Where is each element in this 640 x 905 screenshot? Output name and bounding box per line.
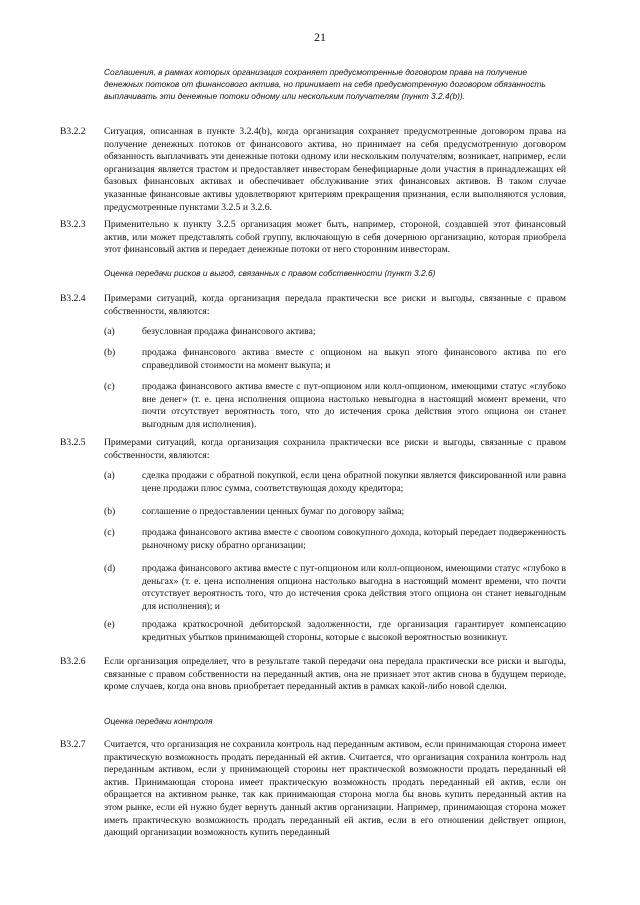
list-label: (b): [104, 506, 116, 517]
list-label: (a): [104, 470, 115, 481]
list-label: (d): [104, 563, 116, 574]
list-label: (b): [104, 347, 116, 358]
list-item: [104, 527, 566, 552]
paragraph-b3-2-2: [60, 126, 566, 214]
paragraph-text: Ситуация, описанная в пункте 3.2.4(b), когда организация сохраняет предусмотренные договором права на получение денежных потоков от финансового актива, но принимает на себя предусмотренную договором обязанность выплачивать эти денежные потоки одному или нескольким получателям, возникает, например, если организация является трастом и предоставляет инвесторам бенефициарные доли участия в принадлежащих ей базовых финансовых активах и обеспечивает обслуживание этих финансовых активов. В таком случае указанные финансовые активы удовлетворяют критериям прекращения признания, если выполняются условия, предусмотренные пунктами 3.2.5 и 3.2.6.: [104, 126, 566, 213]
list-label: (c): [104, 527, 115, 538]
list-item: [104, 506, 566, 519]
paragraph-text: Применительно к пункту 3.2.5 организация может быть, например, стороной, создавшей этот финансовый актив, или может представлять собой группу, включающую в себя дочернюю организацию, которая приобрела этот финансовый актив и передает денежные потоки от него сторонним инвесторам.: [104, 219, 566, 256]
list-item: [104, 347, 566, 372]
list-item: [104, 619, 566, 644]
list-text: продажа финансового актива вместе с опционом на выкуп этого финансового актива по его справедливой стоимости на момент выкупа; и: [142, 347, 566, 371]
paragraph-b3-2-3: [60, 219, 566, 257]
list-text: безусловная продажа финансового актива;: [142, 326, 316, 337]
paragraph-number: B3.2.3: [60, 219, 86, 230]
list-item: [104, 470, 566, 495]
paragraph-number: B3.2.7: [60, 739, 86, 750]
list-label: (a): [104, 326, 115, 337]
paragraph-text: Если организация определяет, что в результате такой передачи она передала практически все риски и выгоды, связанные с правом собственности на переданный актив, она не признает этот актив снова в будущем периоде, кроме случаев, когда она вновь приобретает переданный актив в рамках какой-либо новой сделки.: [104, 656, 566, 693]
paragraph-b3-2-5: [60, 437, 566, 462]
paragraph-b3-2-4: [60, 293, 566, 318]
paragraph-text: Считается, что организация не сохранила контроль над переданным активом, если принимающая сторона имеет практическую возможность продать переданный ей актив. Считается, что организация сохранила контроль над переданным активом, если у принимающей стороны нет практической возможности продать переданный ей актив. Принимающая сторона имеет практическую возможность продать переданный ей актив, если он обращается на активном рынке, так как принимающая сторона могла бы вновь купить переданный актив на этом рынке, если ей нужно будет вернуть данный актив организации. Например, принимающая сторона может иметь практическую возможность продать переданный ей актив, если в его отношении действует опцион, дающий организации возможность купить переданный: [104, 739, 566, 839]
paragraph-number: B3.2.5: [60, 437, 86, 448]
list-item: [104, 381, 566, 431]
list-text: продажа финансового актива вместе с пут-опционом или колл-опционом, имеющими статус «глубоко вне денег» (т. е. цена исполнения опциона настолько невыгодна в настоящий момент времени, что почти отсутствует вероятность того, что до истечения срока действия этого опциона он станет выгодным для исполнения).: [142, 381, 566, 430]
list-label: (c): [104, 381, 115, 392]
list-label: (e): [104, 619, 115, 630]
list-text: продажа финансового актива вместе с своопом совокупного дохода, который передает подверженность рыночному риску обратно организации;: [142, 527, 566, 551]
paragraph-number: B3.2.4: [60, 293, 86, 304]
list-item: [104, 563, 566, 613]
page-number: 21: [314, 30, 326, 44]
list-text: продажа финансового актива вместе с пут-опционом или колл-опционом, имеющими статус «глубоко в деньгах» (т. е. цена исполнения опциона настолько выгодна в настоящий момент времени, что почти отсутствует вероятность того, что до истечения срока действия этого опциона он станет невыгодным для исполнения); и: [142, 563, 566, 612]
paragraph-number: B3.2.6: [60, 656, 86, 667]
paragraph-b3-2-6: [60, 656, 566, 694]
paragraph-text: Примерами ситуаций, когда организация сохранила практически все риски и выгоды, связанные с правом собственности, являются:: [104, 437, 566, 461]
list-text: соглашение о предоставлении ценных бумаг по договору займа;: [142, 506, 405, 517]
sub-heading-risks: Оценка передачи рисков и выгод, связанных с правом собственности (пункт 3.2.6): [104, 268, 436, 278]
sub-heading-control: Оценка передачи контроля: [104, 716, 213, 726]
paragraph-text: Примерами ситуаций, когда организация передала практически все риски и выгоды, связанные с правом собственности, являются:: [104, 293, 566, 317]
paragraph-b3-2-7: [60, 739, 566, 840]
list-text: продажа краткосрочной дебиторской задолженности, где организация гарантирует компенсацию кредитных убытков принимающей стороны, которые с высокой вероятностью возникнут.: [142, 619, 566, 643]
section-intro: Соглашения, в рамках которых организация сохраняет предусмотренные договором права на получение денежных потоков от финансового актива, но принимает на себя предусмотренную договором обязанность выплачивать эти денежные потоки одному или нескольким получателям (пункт 3.2.4(b)).: [104, 67, 546, 101]
list-text: сделка продажи с обратной покупкой, если цена обратной покупки является фиксированной или равна цене продажи плюс сумма, соответствующая доходу кредитора;: [142, 470, 566, 494]
paragraph-number: B3.2.2: [60, 126, 86, 137]
list-item: [104, 326, 566, 339]
